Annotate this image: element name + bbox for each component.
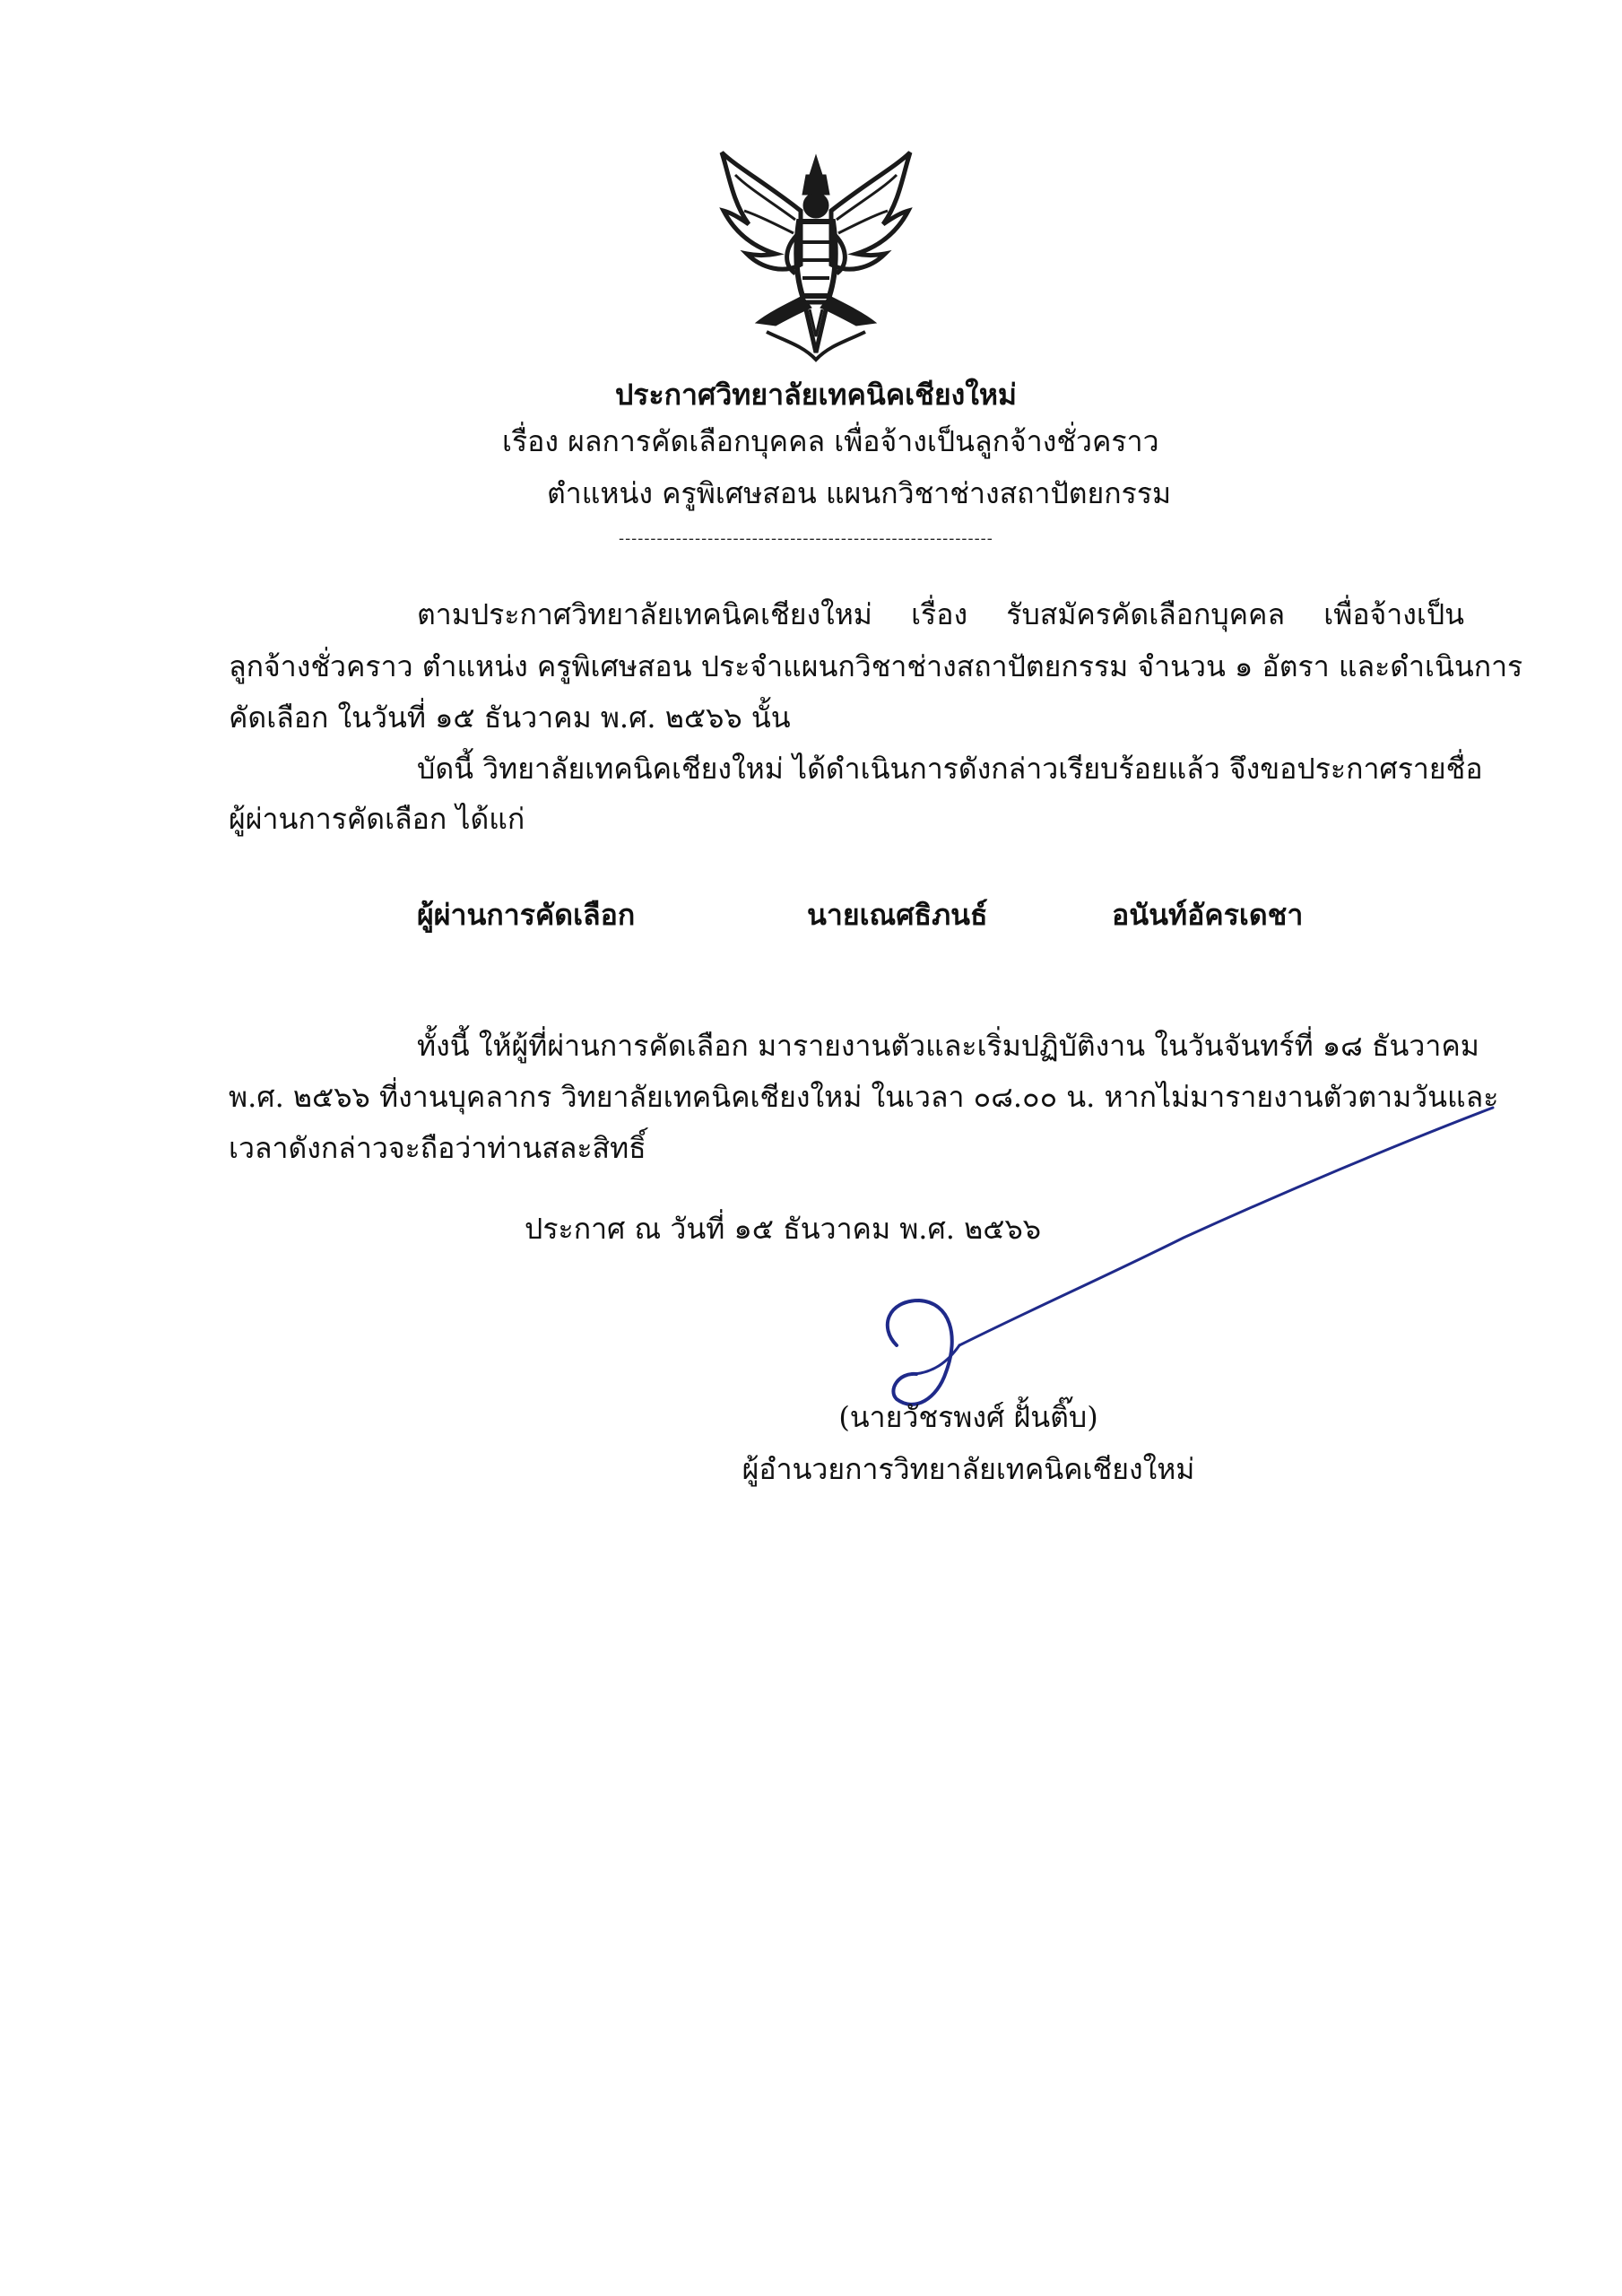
result-first-name: นายเณศธิภนธ์ [807, 898, 988, 932]
paragraph-2-line-2: ผู้ผ่านการคัดเลือก ได้แก่ [229, 802, 525, 836]
paragraph-1-line-1: ตามประกาศวิทยาลัยเทคนิคเชียงใหม่ เรื่อง รับสมัครคัดเลือกบุคคล เพื่อจ้างเป็น [417, 597, 1464, 631]
signatory-name: (นายวัชรพงศ์ ฝั้นติ๊บ) [838, 1400, 1098, 1434]
instructions-line-1: ทั้งนี้ ให้ผู้ที่ผ่านการคัดเลือก มารายงานตัวและเริ่มปฏิบัติงาน ในวันจันทร์ที่ ๑๘ ธันวาคม [417, 1029, 1479, 1063]
paragraph-1-line-2: ลูกจ้างชั่วคราว ตำแหน่ง ครูพิเศษสอน ประจำแผนกวิชาช่างสถาปัตยกรรม จำนวน ๑ อัตรา และดำเนินการ [229, 649, 1523, 683]
signatory-title: ผู้อำนวยการวิทยาลัยเทคนิคเชียงใหม่ [742, 1452, 1195, 1486]
document-title: ประกาศวิทยาลัยเทคนิคเชียงใหม่ [614, 378, 1018, 412]
header-separator: ----------------------------------------------------------- [619, 529, 993, 548]
result-label: ผู้ผ่านการคัดเลือก [417, 898, 636, 932]
paragraph-2-line-1: บัดนี้ วิทยาลัยเทคนิคเชียงใหม่ ได้ดำเนินการดังกล่าวเรียบร้อยแล้ว จึงขอประกาศรายชื่อ [417, 752, 1483, 786]
document-position: ตำแหน่ง ครูพิเศษสอน แผนกวิชาช่างสถาปัตยกรรม [547, 476, 1172, 510]
result-last-name: อนันท์อัครเดชา [1112, 898, 1304, 932]
instructions-line-2: พ.ศ. ๒๕๖๖ ที่งานบุคลากร วิทยาลัยเทคนิคเชียงใหม่ ในเวลา ๐๘.๐๐ น. หากไม่มารายงานตัวตามวันและ [229, 1080, 1499, 1114]
paragraph-1-line-3: คัดเลือก ในวันที่ ๑๕ ธันวาคม พ.ศ. ๒๕๖๖ นั้น [229, 700, 791, 735]
garuda-emblem-icon [713, 148, 919, 363]
signature-stroke [861, 1103, 1506, 1444]
instructions-line-3: เวลาดังกล่าวจะถือว่าท่านสละสิทธิ์ [229, 1131, 646, 1165]
document-subject: เรื่อง ผลการคัดเลือกบุคคล เพื่อจ้างเป็นลูกจ้างชั่วคราว [502, 424, 1159, 458]
announcement-date: ประกาศ ณ วันที่ ๑๕ ธันวาคม พ.ศ. ๒๕๖๖ [525, 1212, 1042, 1246]
